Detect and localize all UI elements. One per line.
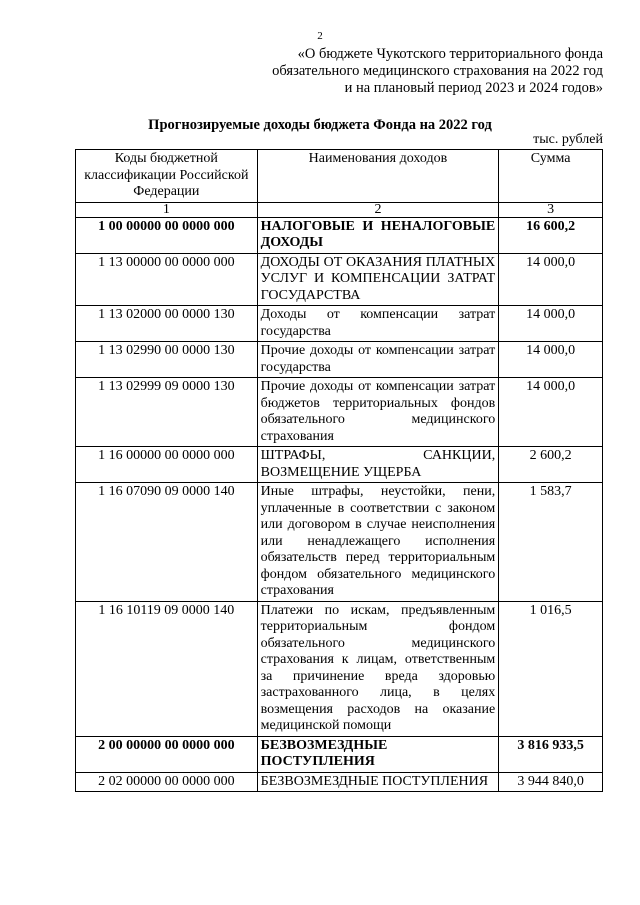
table-row (76, 483, 603, 602)
document-title: Прогнозируемые доходы бюджета Фонда на 2022 год (148, 117, 492, 133)
row-name: ДОХОДЫ ОТ ОКАЗАНИЯ ПЛАТНЫХ УСЛУГ И КОМПЕНСАЦИИ ЗАТРАТ ГОСУДАРСТВА (257, 253, 499, 306)
row-code: 1 13 02000 00 0000 130 (76, 306, 258, 342)
row-amount: 16 600,2 (499, 217, 603, 253)
row-code: 1 16 00000 00 0000 000 (76, 447, 258, 483)
table-row (76, 601, 603, 736)
page-number: 2 (317, 30, 323, 42)
row-amount: 14 000,0 (499, 306, 603, 342)
table-row (76, 447, 603, 483)
row-name: Иные штрафы, неустойки, пени, уплаченные в соответствии с законом или договором в случае неисполнения или ненадлежащего исполнения обязательств перед территориальным фондом обязательного медицинского страхования (257, 483, 499, 602)
table-row (76, 378, 603, 447)
row-name: Прочие доходы от компенсации затрат бюджетов территориальных фондов обязательного медицинского страхования (257, 378, 499, 447)
row-amount: 14 000,0 (499, 253, 603, 306)
row-amount: 1 016,5 (499, 601, 603, 736)
column-number: 2 (257, 202, 499, 217)
column-number: 3 (499, 202, 603, 217)
row-amount: 14 000,0 (499, 378, 603, 447)
units-label: тыс. рублей (533, 132, 603, 147)
row-name: Доходы от компенсации затрат государства (257, 306, 499, 342)
header-line: обязательного медицинского страхования на 2022 год (272, 63, 603, 79)
row-code: 1 16 10119 09 0000 140 (76, 601, 258, 736)
row-amount: 14 000,0 (499, 342, 603, 378)
row-amount: 3 816 933,5 (499, 736, 603, 772)
row-amount: 3 944 840,0 (499, 772, 603, 792)
column-header-names: Наименования доходов (257, 150, 499, 203)
row-code: 2 02 00000 00 0000 000 (76, 772, 258, 792)
column-header-amount: Сумма (499, 150, 603, 203)
row-amount: 1 583,7 (499, 483, 603, 602)
header-line: «О бюджете Чукотского территориального фонда (297, 46, 603, 62)
row-name: ШТРАФЫ, САНКЦИИ, ВОЗМЕЩЕНИЕ УЩЕРБА (257, 447, 499, 483)
document-header (183, 46, 603, 97)
revenue-table (75, 149, 603, 792)
table-row (76, 306, 603, 342)
header-line: и на плановый период 2023 и 2024 годов» (344, 80, 603, 96)
table-header-row (76, 150, 603, 203)
table-row (76, 253, 603, 306)
row-amount: 2 600,2 (499, 447, 603, 483)
row-name: НАЛОГОВЫЕ И НЕНАЛОГОВЫЕ ДОХОДЫ (257, 217, 499, 253)
row-name: БЕЗВОЗМЕЗДНЫЕ ПОСТУПЛЕНИЯ (257, 772, 499, 792)
row-code: 1 13 02990 00 0000 130 (76, 342, 258, 378)
row-code: 1 13 02999 09 0000 130 (76, 378, 258, 447)
column-number-row (76, 202, 603, 217)
table-row (76, 772, 603, 792)
row-name: Прочие доходы от компенсации затрат государства (257, 342, 499, 378)
row-name: БЕЗВОЗМЕЗДНЫЕ ПОСТУПЛЕНИЯ (257, 736, 499, 772)
row-code: 2 00 00000 00 0000 000 (76, 736, 258, 772)
row-name: Платежи по искам, предъявленным территориальным фондом обязательного медицинского страхования к лицам, ответственным за причинение вреда здоровью застрахованного лица, в целях возмещения расходов на оказание медицинской помощи (257, 601, 499, 736)
table-row (76, 736, 603, 772)
table-row (76, 342, 603, 378)
column-number: 1 (76, 202, 258, 217)
column-header-codes: Коды бюджетной классификации Российской Федерации (76, 150, 258, 203)
row-code: 1 13 00000 00 0000 000 (76, 253, 258, 306)
table-row (76, 217, 603, 253)
row-code: 1 00 00000 00 0000 000 (76, 217, 258, 253)
row-code: 1 16 07090 09 0000 140 (76, 483, 258, 602)
